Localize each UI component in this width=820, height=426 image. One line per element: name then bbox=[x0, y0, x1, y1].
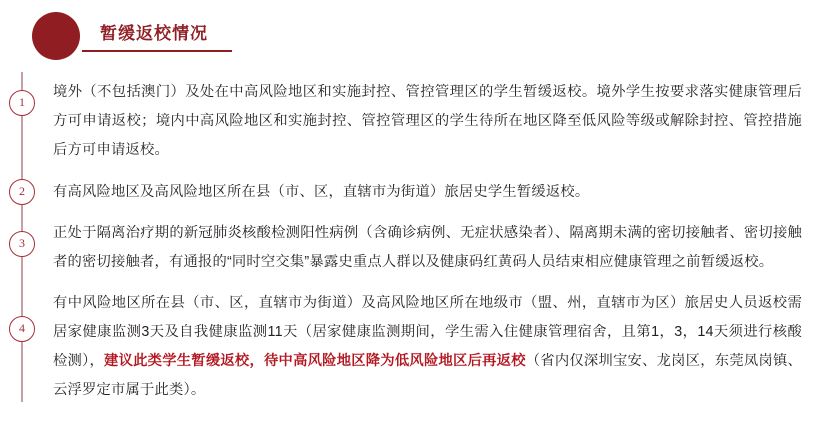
list-item-text bbox=[53, 289, 802, 405]
list-item-text: 境外（不包括澳门）及处在中高风险地区和实施封控、管控管理区的学生暂缓返校。境外学生按要求落实健康管理后方可申请返校；境内中高风险地区和实施封控、管控管理区的学生待所在地区降至低风险等级或解除封控、管控措施后方可申请返校。 bbox=[53, 84, 802, 158]
list-item-marker: 1 bbox=[9, 90, 35, 116]
list-item-text-emphasis: 建议此类学生暂缓返校，待中高风险地区降为低风险地区后再返校 bbox=[104, 353, 526, 369]
title-underline bbox=[82, 50, 232, 52]
page-title: 暂缓返校情况 bbox=[100, 24, 208, 43]
list-item bbox=[0, 219, 820, 277]
list-item-marker: 4 bbox=[9, 316, 35, 342]
list-item-text-after: （省内仅深圳宝安、龙岗区，东莞凤岗镇、云浮罗定市属于此类）。 bbox=[53, 353, 802, 398]
list-item bbox=[0, 78, 820, 165]
list-item bbox=[0, 178, 820, 207]
page-header bbox=[0, 0, 820, 72]
timeline-list bbox=[0, 72, 820, 405]
list-item-text-before: 有中风险地区所在县（市、区，直辖市为街道）及高风险地区所在地级市（盟、州，直辖市为区）旅居史人员返校需居家健康监测3天及自我健康监测11天（居家健康监测期间，学生需入住健康管理宿舍，且第1，3，14天须进行核酸检测）， bbox=[53, 295, 802, 369]
list-item-marker: 3 bbox=[9, 231, 35, 257]
decorative-circle bbox=[32, 12, 80, 60]
list-item-text: 有高风险地区及高风险地区所在县（市、区，直辖市为街道）旅居史学生暂缓返校。 bbox=[53, 184, 590, 200]
list-item-text: 正处于隔离治疗期的新冠肺炎核酸检测阳性病例（含确诊病例、无症状感染者）、隔离期未满的密切接触者、密切接触者的密切接触者，有通报的“同时空交集”暴露史重点人群以及健康码红黄码人员结束相应健康管理之前暂缓返校。 bbox=[53, 225, 802, 270]
list-item bbox=[0, 289, 820, 405]
list-item-marker: 2 bbox=[9, 179, 35, 205]
